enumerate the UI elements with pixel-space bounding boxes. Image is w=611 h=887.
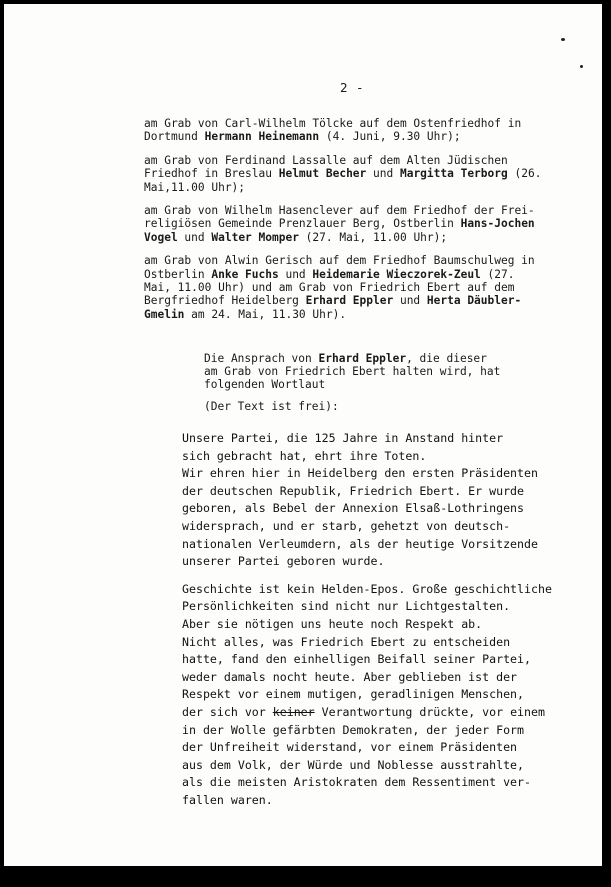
- text-line: [144, 254, 564, 267]
- text-run: Nicht alles, was Friedrich Ebert zu entscheiden: [182, 634, 511, 649]
- text-run: in der Wolle gefärbten Demokraten, der jeder Form: [182, 722, 525, 737]
- text-run: weder damals nocht heute. Aber geblieben ist der: [182, 669, 518, 684]
- text-line: [144, 217, 564, 230]
- text-run: Dortmund: [144, 130, 205, 144]
- speaker-name: Hermann Heinemann: [204, 130, 320, 144]
- text-run: Mai, 11.00 Uhr) und am Grab von Friedrich Ebert auf dem: [144, 281, 515, 295]
- scan-speck: [561, 38, 565, 41]
- text-line: [144, 204, 564, 217]
- text-line: [182, 430, 582, 448]
- text-line: [144, 117, 564, 130]
- text-run: Persönlichkeiten sind nicht nur Lichtgestalten.: [182, 599, 511, 614]
- text-line: [144, 268, 564, 281]
- text-run: folgenden Wortlaut: [204, 378, 326, 392]
- text-run: und: [177, 230, 212, 244]
- text-run: der sich vor: [182, 704, 273, 719]
- text-line: [144, 308, 564, 321]
- text-run: Ostberlin: [144, 267, 212, 281]
- text-line: [182, 722, 582, 740]
- text-run: widersprach, und er starb, gehetzt von deutsch-: [182, 518, 511, 533]
- grave-visit-entry: [144, 154, 564, 194]
- text-run: Wir ehren hier in Heidelberg den ersten Präsidenten: [182, 466, 538, 481]
- text-line: [182, 483, 582, 501]
- text-line: [182, 792, 582, 810]
- speaker-name: Walter Momper: [211, 230, 299, 244]
- text-line: [182, 686, 582, 704]
- text-run: und: [393, 294, 427, 308]
- text-line: [182, 669, 582, 687]
- text-run: , die dieser: [406, 352, 487, 365]
- grave-visit-entry: [144, 254, 564, 321]
- text-line: [144, 231, 564, 244]
- text-line: [182, 704, 582, 722]
- struck-word: keiner: [272, 704, 315, 719]
- text-line: [204, 352, 564, 365]
- text-run: nationalen Verleumdern, als der heutige Vorsitzende: [182, 536, 538, 551]
- text-line: [204, 365, 564, 378]
- speaker-name: Margitta Terborg: [399, 167, 508, 181]
- text-line: [182, 634, 582, 652]
- text-run: Bergfriedhof Heidelberg: [144, 294, 306, 308]
- speaker-name: Erhard Eppler: [305, 294, 394, 308]
- speaker-name: Hans-Jochen: [460, 217, 535, 231]
- scan-speck: [580, 65, 583, 68]
- text-run: Verantwortung drückte, vor einem: [314, 704, 545, 719]
- speech-paragraph: [182, 581, 582, 810]
- text-run: Respekt vor einem mutigen, geradlinigen Menschen,: [182, 687, 525, 702]
- text-run: (27.: [480, 267, 515, 281]
- text-run: am Grab von Ferdinand Lassalle auf dem Alten Jüdischen: [144, 153, 508, 167]
- text-line: [182, 518, 582, 536]
- text-run: am Grab von Wilhelm Hasenclever auf dem Friedhof der Frei-: [144, 204, 535, 218]
- text-run: der deutschen Republik, Friedrich Ebert. Er wurde: [182, 483, 525, 498]
- text-line: [182, 651, 582, 669]
- text-line: [182, 774, 582, 792]
- speech-text: [182, 430, 582, 819]
- text-run: unserer Partei geboren wurde.: [182, 554, 385, 569]
- text-run: am Grab von Alwin Gerisch auf dem Friedhof Baumschulweg in: [144, 254, 535, 268]
- text-run: hatte, fand den einhelligen Beifall seiner Partei,: [182, 652, 532, 667]
- speaker-name: Erhard Eppler: [318, 352, 407, 365]
- grave-visit-entry: [144, 117, 564, 144]
- speech-paragraph: [182, 430, 582, 571]
- speaker-name: Helmut Becher: [278, 167, 367, 181]
- text-line: [144, 281, 564, 294]
- text-line: [182, 616, 582, 634]
- text-run: sich gebracht hat, ehrt ihre Toten.: [182, 448, 427, 463]
- text-run: am 24. Mai, 11.30 Uhr).: [184, 307, 347, 321]
- text-run: religiösen Gemeinde Prenzlauer Berg, Ostberlin: [144, 217, 461, 231]
- text-run: und: [278, 267, 313, 281]
- text-line: [182, 500, 582, 518]
- text-line: [182, 553, 582, 571]
- text-run: am Grab von Friedrich Ebert halten wird, hat: [204, 365, 501, 379]
- free-text-note: (Der Text ist frei):: [204, 399, 339, 413]
- text-line: [144, 130, 564, 143]
- speaker-name: Heidemarie Wieczorek-Zeul: [312, 267, 481, 281]
- text-run: (4. Juni, 9.30 Uhr);: [319, 130, 461, 144]
- text-line: [182, 757, 582, 775]
- text-line: [182, 448, 582, 466]
- text-line: [182, 598, 582, 616]
- grave-visit-list: [144, 117, 564, 331]
- text-run: Mai,11.00 Uhr);: [144, 180, 246, 194]
- text-line: [144, 154, 564, 167]
- speech-introduction: [204, 352, 564, 413]
- page-number: 2 -: [340, 80, 365, 95]
- text-run: Friedhof in Breslau: [144, 167, 279, 181]
- scan-border: [0, 866, 611, 887]
- text-run: Aber sie nötigen uns heute noch Respekt ab.: [182, 616, 483, 631]
- text-run: geboren, als Bebel der Annexion Elsaß-Lothringens: [182, 501, 525, 516]
- text-line: [144, 181, 564, 194]
- speaker-name: Herta Däubler-: [426, 294, 522, 308]
- text-line: [144, 294, 564, 307]
- text-run: fallen waren.: [182, 792, 273, 807]
- text-run: und: [366, 167, 400, 181]
- text-line: [182, 739, 582, 757]
- document-page: [4, 4, 602, 866]
- text-run: am Grab von Carl-Wilhelm Tölcke auf dem Ostenfriedhof in: [144, 117, 522, 130]
- speaker-name: Vogel: [144, 230, 178, 244]
- text-run: Geschichte ist kein Helden-Epos. Große geschichtliche: [182, 581, 552, 596]
- text-run: der Unfreiheit widerstand, vor einem Präsidenten: [182, 740, 518, 755]
- speaker-name: Anke Fuchs: [211, 267, 279, 281]
- text-line: [204, 378, 564, 391]
- text-run: (27. Mai, 11.00 Uhr);: [298, 230, 448, 244]
- text-line: [182, 465, 582, 483]
- text-run: Die Ansprach von: [204, 352, 319, 365]
- grave-visit-entry: [144, 204, 564, 244]
- text-run: als die meisten Aristokraten dem Ressentiment ver-: [182, 775, 532, 790]
- text-run: (26.: [507, 167, 542, 181]
- text-run: Unsere Partei, die 125 Jahre in Anstand hinter: [182, 431, 504, 445]
- text-line: [182, 536, 582, 554]
- text-line: [144, 167, 564, 180]
- text-line: [182, 581, 582, 599]
- speaker-name: Gmelin: [144, 307, 185, 321]
- text-run: aus dem Volk, der Würde und Noblesse ausstrahlte,: [182, 757, 525, 772]
